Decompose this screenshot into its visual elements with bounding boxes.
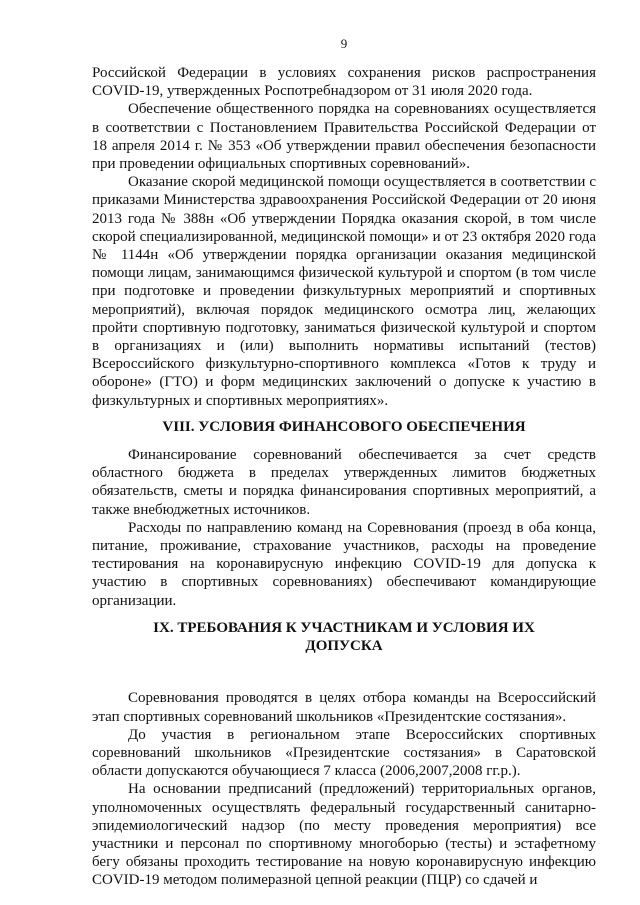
section-heading-viii: VIII. УСЛОВИЯ ФИНАНСОВОГО ОБЕСПЕЧЕНИЯ xyxy=(162,418,526,435)
paragraph-covid-testing: На основании предписаний (предложений) территориальных органов, уполномоченных осуществлять федеральный государственный санитарно-эпидемиологический надзор (по месту проведения мероприятия) все участники и персонал по спортивному многоборью (тесты) и эстафетному бегу обязаны проходить тестирование на новую коронавирусную инфекцию COVID-19 методом полимеразной цепной реакции (ПЦР) со сдачей и xyxy=(92,781,596,889)
document-page xyxy=(92,0,596,905)
paragraph-medical-aid: Оказание скорой медицинской помощи осуществляется в соответствии с приказами Министерства здравоохранения Российской Федерации от 20 июня 2013 года № 388н «Об утверждении Порядка оказания скорой, в том числе скорой специализированной, медицинской помощи» и от 23 октября 2020 года № 1144н «Об утверждении порядка организации оказания медицинской помощи лицам, занимающимся физической культурой и спортом (в том числе при подготовке и проведении физкультурных мероприятий и спортивных мероприятий), включая порядок медицинского осмотра лиц, желающих пройти спортивную подготовку, заниматься физической культурой и спортом в организациях и (или) выполнить нормативы испытаний (тестов) Всероссийского физкультурно-спортивного комплекса «Готов к труду и обороне» (ГТО) и форм медицинских заключений о допуске к участию в физкультурных и спортивных мероприятиях». xyxy=(92,174,596,409)
paragraph-expenses: Расходы по направлению команд на Соревнования (проезд в оба конца, питание, проживание, страхование участников, расходы на проведение тестирования на коронавирусную инфекцию COVID-19 для допуска к участию в спортивных соревнованиях) обеспечивают командирующие организации. xyxy=(92,519,596,609)
paragraph-admission: До участия в региональном этапе Всероссийских спортивных соревнований школьников «Президентские состязания» в Саратовской области допускаются обучающиеся 7 класса (2006,2007,2008 гг.р.). xyxy=(92,726,596,780)
page-number: 9 xyxy=(340,36,348,51)
paragraph-financing: Финансирование соревнований обеспечивается за счет средств областного бюджета в пределах утвержденных лимитов бюджетных обязательств, сметы и порядка финансирования спортивных мероприятий, а также внебюджетных источников. xyxy=(92,447,596,518)
document-body xyxy=(92,64,596,890)
paragraph-continuation: Российской Федерации в условиях сохранения рисков распространения COVID-19, утвержденных Роспотребнадзором от 31 июля 2020 года. xyxy=(92,65,596,100)
paragraph-competition-purpose: Соревнования проводятся в целях отбора команды на Всероссийский этап спортивных соревнований школьников «Президентские состязания». xyxy=(92,690,596,725)
section-heading-ix: IX. ТРЕБОВАНИЯ К УЧАСТНИКАМ И УСЛОВИЯ ИХ ДОПУСКА xyxy=(153,619,535,655)
paragraph-public-order: Обеспечение общественного порядка на соревнованиях осуществляется в соответствии с Постановлением Правительства Российской Федерации от 18 апреля 2014 г. № 353 «Об утверждении правил обеспечения безопасности при проведении официальных спортивных соревнований». xyxy=(92,101,596,173)
